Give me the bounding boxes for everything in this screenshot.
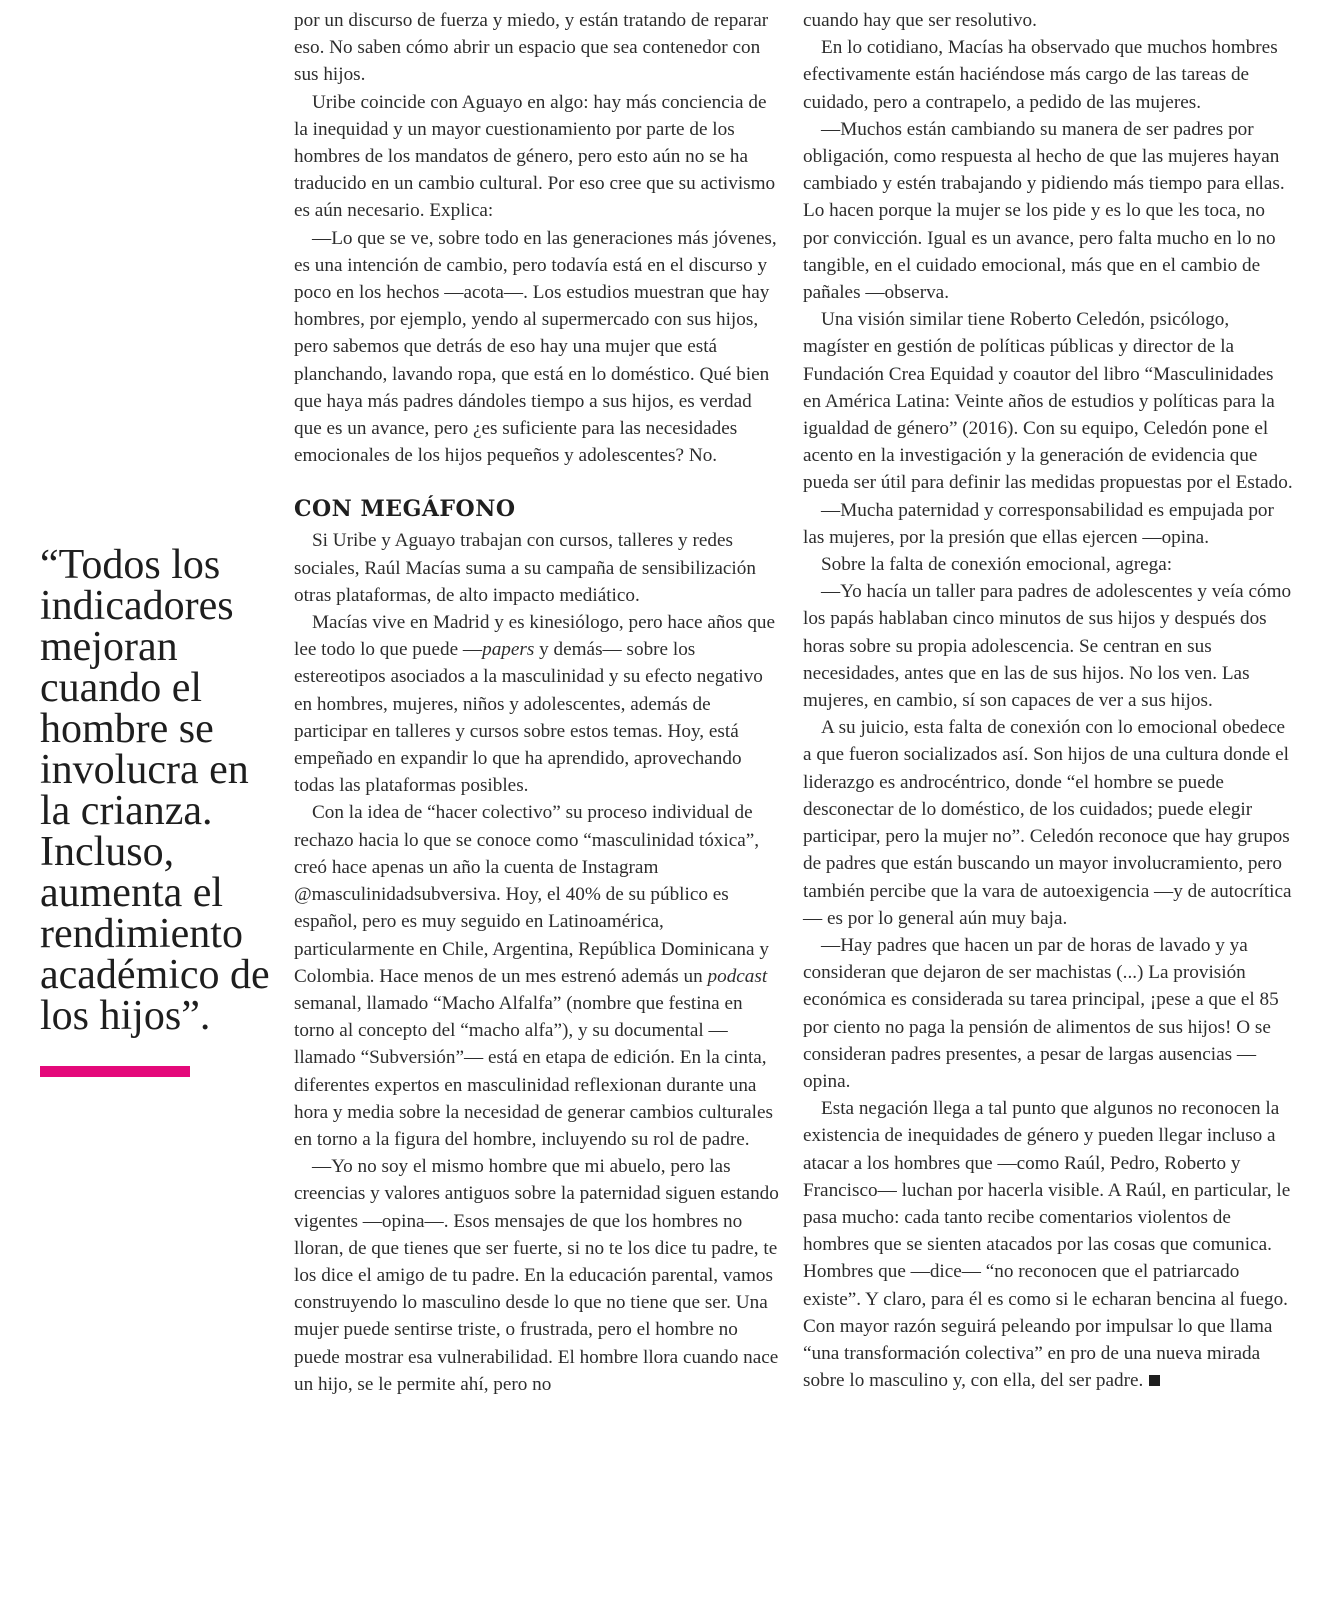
paragraph-text: y demás— sobre los estereotipos asociados a la masculinidad y su efecto negativo en hombres, mujeres, niños y adolescentes, además de participar en talleres y cursos sobre estos temas. Hoy, está empeñado en expandir lo que ha aprendido, aprovechando todas las plataformas posibles. [294,639,763,797]
paragraph [294,609,784,799]
paragraph: En lo cotidiano, Macías ha observado que muchos hombres efectivamente están haciéndose más cargo de las tareas de cuidado, pero a contrapelo, a pedido de las mujeres. [803,37,1278,113]
paragraph: A su juicio, esta falta de conexión con lo emocional obedece a que fueron socializados así. Son hijos de una cultura donde el liderazgo es androcéntrico, donde “el hombre se puede desconectar de lo doméstico, de los cuidados; puede elegir participar, pero la mujer no”. Celedón reconoce que hay grupos de padres que están buscando un mayor involucramiento, pero también percibe que la vara de autoexigencia —y de autocrítica— es por lo general aún muy baja. [803,717,1292,929]
end-of-article-icon [1149,1375,1160,1386]
pull-quote-text: “Todos los indicadores mejoran cuando el hombre se involucra en la crianza. Incluso, aumenta el rendimiento académico de los hijos”. [40,542,270,1039]
italic-term: podcast [707,965,768,987]
paragraph: —Yo hacía un taller para padres de adolescentes y veía cómo los papás hablaban cinco minutos de sus hijos y después dos horas sobre su propia adolescencia. Se centran en sus necesidades, antes que en las de sus hijos. No los ven. Las mujeres, en cambio, sí son capaces de ver a sus hijos. [803,581,1292,712]
paragraph [803,1095,1293,1394]
paragraph: Una visión similar tiene Roberto Celedón, psicólogo, magíster en gestión de políticas públicas y director de la Fundación Crea Equidad y coautor del libro “Masculinidades en América Latina: Veinte años de estudios y políticas para la igualdad de género” (2016). Con su equipo, Celedón pone el acento en la investigación y la generación de evidencia que pueda ser útil para definir las medidas propuestas por el Estado. [803,309,1293,494]
paragraph-text: Macías vive en Madrid y es kinesiólogo, pero hace años que lee todo lo que puede — [294,612,776,661]
article-column-middle [294,7,784,1398]
paragraph [294,799,784,1153]
paragraph: —Muchos están cambiando su manera de ser padres por obligación, como respuesta al hecho de que las mujeres hayan cambiado y estén trabajando y pidiendo más tiempo para ellas. Lo hacen porque la mujer se los pide y es lo que les toca, no por convicción. Igual es un avance, pero falta mucho en lo no tangible, en el cuidado emocional, más que en el cambio de pañales —observa. [803,118,1285,304]
paragraph: —Yo no soy el mismo hombre que mi abuelo, pero las creencias y valores antiguos sobre la paternidad siguen estando vigentes —opina—. Esos mensajes de que los hombres no lloran, de que tienes que ser fuerte, si no te los dice tu padre, te los dice el amigo de tu padre. En la educación parental, vamos construyendo lo masculino desde lo que no tiene que ser. Una mujer puede sentirse triste, o frustrada, pero el hombre no puede mostrar esa vulnerabilidad. El hombre llora cuando nace un hijo, se le permite ahí, pero no [294,1156,779,1395]
paragraph-text: Esta negación llega a tal punto que algunos no reconocen la existencia de inequidades de género y pueden llegar incluso a atacar a los hombres que —como Raúl, Pedro, Roberto y Francisco— luchan por hacerla visible. A Raúl, en particular, le pasa mucho: cada tanto recibe comentarios violentos de hombres que se sienten atacados por las cosas que comunica. Hombres que —dice— “no reconocen que el patriarcado existe”. Y claro, para él es como si le echaran bencina al fuego. Con mayor razón seguirá peleando por impulsar lo que llama “una transformación colectiva” en pro de una nueva mirada sobre lo masculino y, con ella, del ser padre. [803,1098,1291,1392]
italic-term: papers [482,639,535,661]
article-column-right [803,7,1293,1394]
paragraph-text: semanal, llamado “Macho Alfalfa” (nombre que festina en torno al concepto del “macho alfa”), y su documental —llamado “Subversión”— está en etapa de edición. En la cinta, diferentes expertos en masculinidad reflexionan durante una hora y media sobre la necesidad de generar cambios culturales en torno a la figura del hombre, incluyendo su rol de padre. [294,992,773,1150]
paragraph: Sobre la falta de conexión emocional, agrega: [821,554,1173,576]
pull-quote-accent-bar [40,1066,190,1077]
pull-quote [40,542,275,1077]
paragraph: —Mucha paternidad y corresponsabilidad es empujada por las mujeres, por la presión que ellas ejercen —opina. [803,499,1274,548]
paragraph: por un discurso de fuerza y miedo, y están tratando de reparar eso. No saben cómo abrir un espacio que sea contenedor con sus hijos. [294,10,769,86]
paragraph: cuando hay que ser resolutivo. [803,10,1037,31]
section-heading: CON MEGÁFONO [294,496,516,523]
paragraph-text: Con la idea de “hacer colectivo” su proceso individual de rechazo hacia lo que se conoce como “masculinidad tóxica”, creó hace apenas un año la cuenta de Instagram @masculinidadsubversiva. Hoy, el 40% de su público es español, pero es muy seguido en Latinoamérica, particularmente en Chile, Argentina, República Dominicana y Colombia. Hace menos de un mes estrenó además un [294,802,769,987]
paragraph: —Lo que se ve, sobre todo en las generaciones más jóvenes, es una intención de cambio, pero todavía está en el discurso y poco en los hechos —acota—. Los estudios muestran que hay hombres, por ejemplo, yendo al supermercado con sus hijos, pero sabemos que detrás de eso hay una mujer que está planchando, lavando ropa, que está en lo doméstico. Qué bien que haya más padres dándoles tiempo a sus hijos, es verdad que es un avance, pero ¿es suficiente para las necesidades emocionales de los hijos pequeños y adolescentes? No. [294,227,777,467]
paragraph: Si Uribe y Aguayo trabajan con cursos, talleres y redes sociales, Raúl Macías suma a su campaña de sensibilización otras plataformas, de alto impacto mediático. [294,530,756,606]
paragraph: Uribe coincide con Aguayo en algo: hay más conciencia de la inequidad y un mayor cuestionamiento por parte de los hombres de los mandatos de género, pero esto aún no se ha traducido en un cambio cultural. Por eso cree que su activismo es aún necesario. Explica: [294,91,776,222]
paragraph: —Hay padres que hacen un par de horas de lavado y ya consideran que dejaron de ser machistas (...) La provisión económica es considerada su tarea principal, ¡pese a que el 85 por ciento no paga la pensión de alimentos de sus hijos! O se consideran padres presentes, a pesar de largas ausencias —opina. [803,934,1279,1092]
